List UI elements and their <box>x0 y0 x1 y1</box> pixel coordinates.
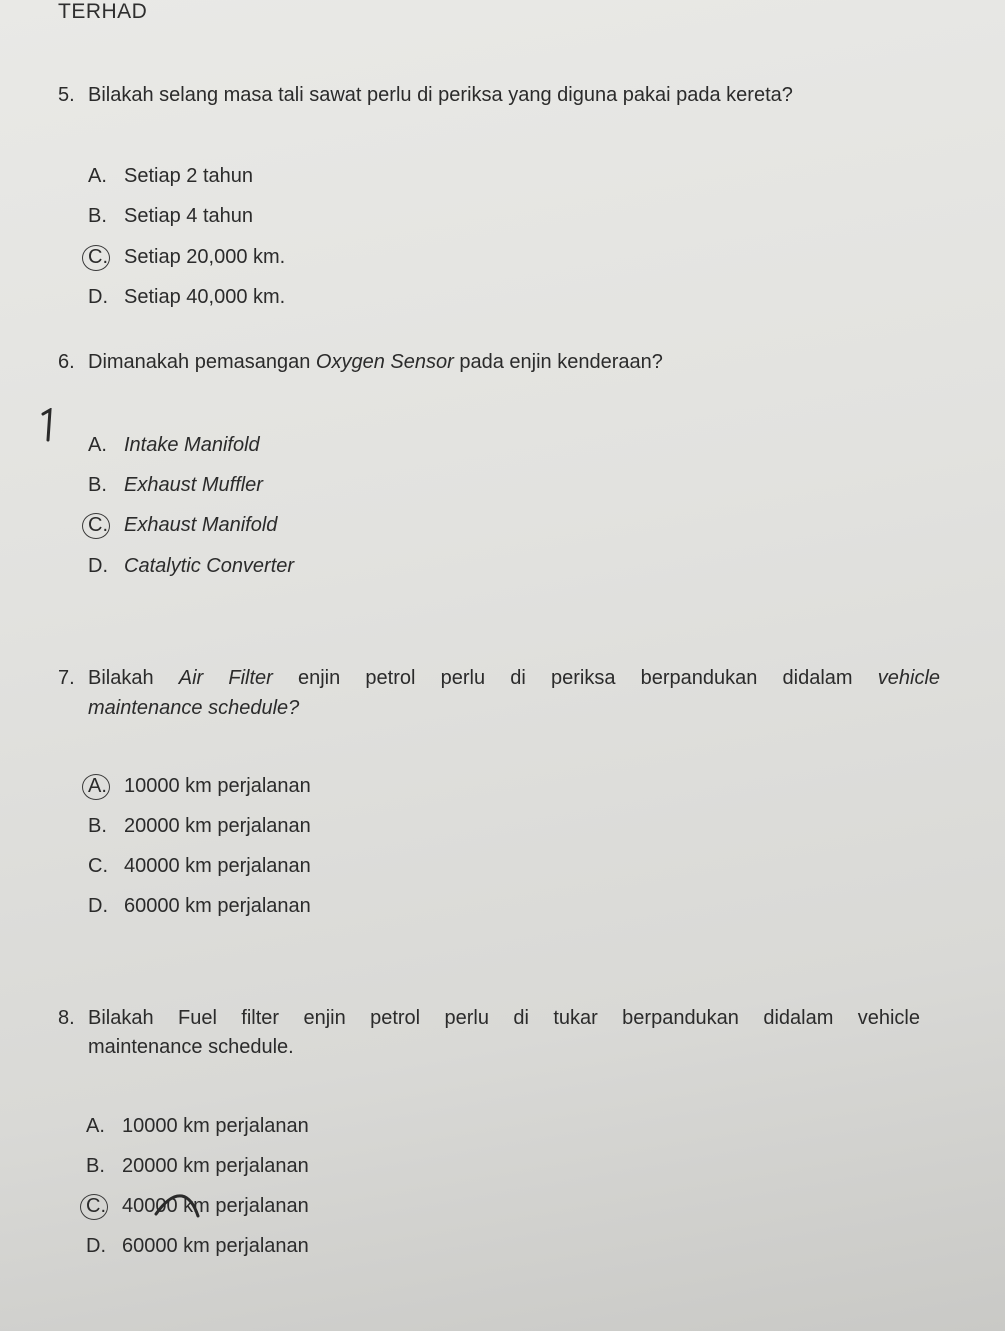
option-letter-circled: C. <box>88 242 124 272</box>
option-letter: B. <box>86 1155 105 1177</box>
document-header: TERHAD <box>58 0 148 23</box>
option-6a[interactable] <box>88 430 260 460</box>
option-8b[interactable] <box>86 1151 309 1181</box>
question-number: 7. <box>58 667 75 689</box>
question-text-part: pada enjin kenderaan? <box>453 351 663 373</box>
option-text: 60000 km perjalanan <box>124 895 311 917</box>
option-text: Setiap 40,000 km. <box>124 286 286 308</box>
question-text-part: Dimanakah pemasangan <box>88 351 316 373</box>
question-text-italic: vehicle <box>877 667 941 689</box>
question-5 <box>58 80 793 110</box>
option-8d[interactable] <box>86 1231 309 1261</box>
option-text: 60000 km perjalanan <box>122 1235 309 1257</box>
question-text-part: enjin petrol perlu di periksa berpandukan didalam <box>272 667 878 689</box>
question-text-part: Bilakah <box>88 667 179 689</box>
option-6b[interactable] <box>88 470 263 500</box>
option-8a[interactable] <box>86 1111 309 1141</box>
pen-mark-icon <box>40 408 54 442</box>
option-text: Intake Manifold <box>124 434 260 456</box>
option-letter-circled: C. <box>88 510 124 540</box>
option-letter: A. <box>88 434 107 456</box>
option-7a[interactable] <box>88 771 311 801</box>
option-letter: B. <box>88 205 107 227</box>
pen-stroke-icon <box>152 1190 202 1220</box>
option-text: 20000 km perjalanan <box>124 815 311 837</box>
option-text: 40000 km perjalanan <box>124 855 311 877</box>
option-letter: C. <box>88 855 108 877</box>
question-number: 5. <box>58 84 75 106</box>
option-text: Catalytic Converter <box>124 555 295 577</box>
option-text: Exhaust Muffler <box>124 474 263 496</box>
option-5a[interactable] <box>88 161 253 191</box>
option-letter-circled: C. <box>86 1191 122 1221</box>
option-letter: D. <box>86 1235 106 1257</box>
option-letter: A. <box>86 1115 105 1137</box>
option-5d[interactable] <box>88 282 285 312</box>
question-text-line1 <box>88 663 940 693</box>
question-number: 6. <box>58 351 75 373</box>
option-text: Setiap 20,000 km. <box>124 246 286 268</box>
option-text: Setiap 4 tahun <box>124 205 253 227</box>
question-6 <box>58 347 663 377</box>
question-number: 8. <box>58 1007 75 1029</box>
question-text-italic: Air Filter <box>178 667 273 689</box>
option-letter: A. <box>88 165 107 187</box>
option-letter: B. <box>88 815 107 837</box>
option-text: 40000 km perjalanan <box>122 1195 309 1217</box>
option-text: 20000 km perjalanan <box>122 1155 309 1177</box>
option-letter-circled: A. <box>88 771 124 801</box>
option-letter: D. <box>88 286 108 308</box>
option-5c[interactable] <box>88 242 285 272</box>
question-7 <box>58 663 940 693</box>
option-letter: B. <box>88 474 107 496</box>
option-text: 10000 km perjalanan <box>124 775 311 797</box>
option-7b[interactable] <box>88 811 311 841</box>
option-5b[interactable] <box>88 201 253 231</box>
option-text: Exhaust Manifold <box>124 514 278 536</box>
option-letter: D. <box>88 555 108 577</box>
option-6d[interactable] <box>88 551 294 581</box>
option-6c[interactable] <box>88 510 277 540</box>
question-7-line2: maintenance schedule? <box>88 697 300 719</box>
question-8-line2: maintenance schedule. <box>88 1036 294 1058</box>
option-letter: D. <box>88 895 108 917</box>
option-7d[interactable] <box>88 891 311 921</box>
question-text-line1: Bilakah Fuel filter enjin petrol perlu di tukar berpandukan didalam vehicle <box>88 1007 920 1029</box>
question-text: Bilakah selang masa tali sawat perlu di periksa yang diguna pakai pada kereta? <box>88 84 793 106</box>
option-text: 10000 km perjalanan <box>122 1115 309 1137</box>
option-7c[interactable] <box>88 851 311 881</box>
option-text: Setiap 2 tahun <box>124 165 253 187</box>
question-8 <box>58 1003 920 1033</box>
question-text-italic: Oxygen Sensor <box>315 351 454 373</box>
